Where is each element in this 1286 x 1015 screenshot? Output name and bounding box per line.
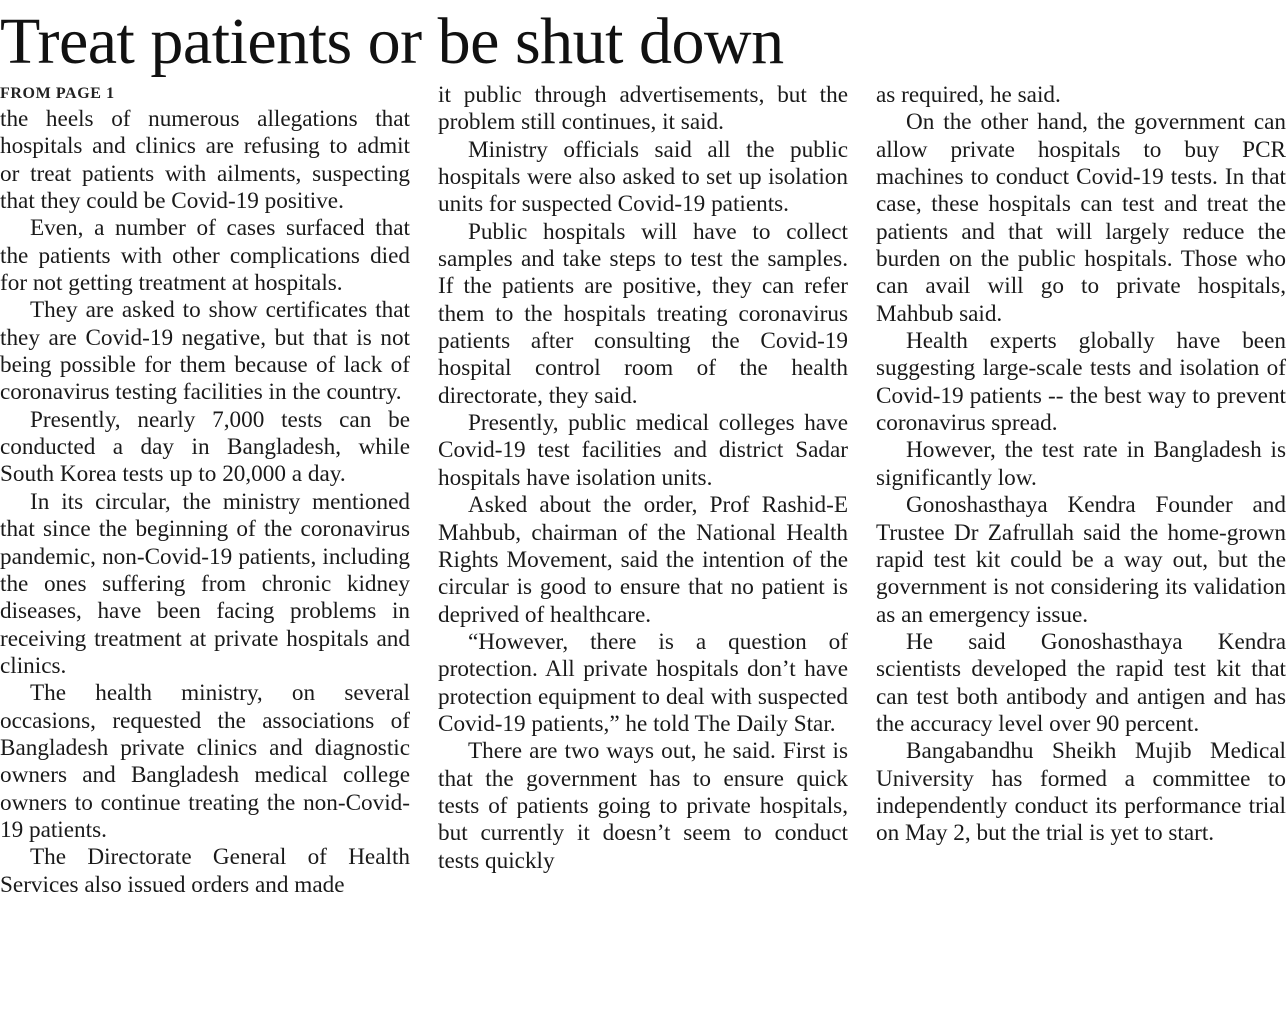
article-paragraph: Presently, public medical colleges have Covid-19 test facilities and district Sadar hospitals have isolation units. <box>438 410 848 491</box>
article-paragraph: Bangabandhu Sheikh Mujib Medical University has formed a committee to independently conduct its performance trial on May 2, but the trial is yet to start. <box>876 738 1286 847</box>
article-paragraph: as required, he said. <box>876 82 1061 108</box>
article-paragraph: Even, a number of cases surfaced that the patients with other complications died for not getting treatment at hospitals. <box>0 215 410 297</box>
article-paragraph: On the other hand, the government can allow private hospitals to buy PCR machines to conduct Covid-19 tests. In that case, these hospitals can test and treat the patients and that will largely reduce the burden on the public hospitals. Those who can avail will go to private hospitals, Mahbub said. <box>876 109 1286 327</box>
article-paragraph: Asked about the order, Prof Rashid-E Mahbub, chairman of the National Health Rights Movement, said the intention of the circular is good to ensure that no patient is deprived of healthcare. <box>438 492 848 628</box>
article-paragraph: The Directorate General of Health Services also issued orders and made <box>0 844 410 898</box>
article-paragraph: In its circular, the ministry mentioned that since the beginning of the coronavirus pandemic, non-Covid-19 patients, including the ones suffering from chronic kidney diseases, have been facing problems in receiving treatment at private hospitals and clinics. <box>0 488 410 679</box>
article-paragraph: Gonoshasthaya Kendra Founder and Trustee Dr Zafrullah said the home-grown rapid test kit could be a way out, but the government is not considering its validation as an emergency issue. <box>876 492 1286 628</box>
article-paragraph: There are two ways out, he said. First is that the government has to ensure quick tests of patients going to private hospitals, but currently it doesn’t seem to conduct tests quickly <box>438 738 848 874</box>
article-paragraph: “However, there is a question of protection. All private hospitals don’t have protection equipment to deal with suspected Covid-19 patients,” he told The Daily Star. <box>438 628 848 737</box>
article-column-1 <box>0 106 410 899</box>
article-paragraph: it public through advertisements, but the problem still continues, it said. <box>438 82 848 136</box>
article-column-3 <box>876 82 1286 848</box>
article-column-2 <box>438 82 848 875</box>
article-paragraph: He said Gonoshasthaya Kendra scientists developed the rapid test kit that can test both antibody and antigen and has the accuracy level over 90 percent. <box>876 628 1286 737</box>
article-paragraph: They are asked to show certificates that they are Covid-19 negative, but that is not being possible for them because of lack of coronavirus testing facilities in the country. <box>0 297 410 406</box>
article-paragraph: Health experts globally have been suggesting large-scale tests and isolation of Covid-19 patients -- the best way to prevent coronavirus spread. <box>876 328 1286 437</box>
article-paragraph: Ministry officials said all the public hospitals were also asked to set up isolation units for suspected Covid-19 patients. <box>438 136 848 218</box>
headline: Treat patients or be shut down <box>0 5 784 78</box>
article-paragraph: the heels of numerous allegations that hospitals and clinics are refusing to admit or treat patients with ailments, suspecting that they could be Covid-19 positive. <box>0 106 410 215</box>
article-paragraph: Public hospitals will have to collect samples and take steps to test the samples. If the patients are positive, they can refer them to the hospitals treating coronavirus patients after consulting the Covid-19 hospital control room of the health directorate, they said. <box>438 218 848 409</box>
article-paragraph: Presently, nearly 7,000 tests can be conducted a day in Bangladesh, while South Korea tests up to 20,000 a day. <box>0 406 410 488</box>
article-paragraph: The health ministry, on several occasions, requested the associations of Bangladesh private clinics and diagnostic owners and Bangladesh medical college owners to continue treating the non-Covid-19 patients. <box>0 680 410 843</box>
jump-label: FROM PAGE 1 <box>0 85 115 102</box>
article-paragraph: However, the test rate in Bangladesh is significantly low. <box>876 437 1286 491</box>
